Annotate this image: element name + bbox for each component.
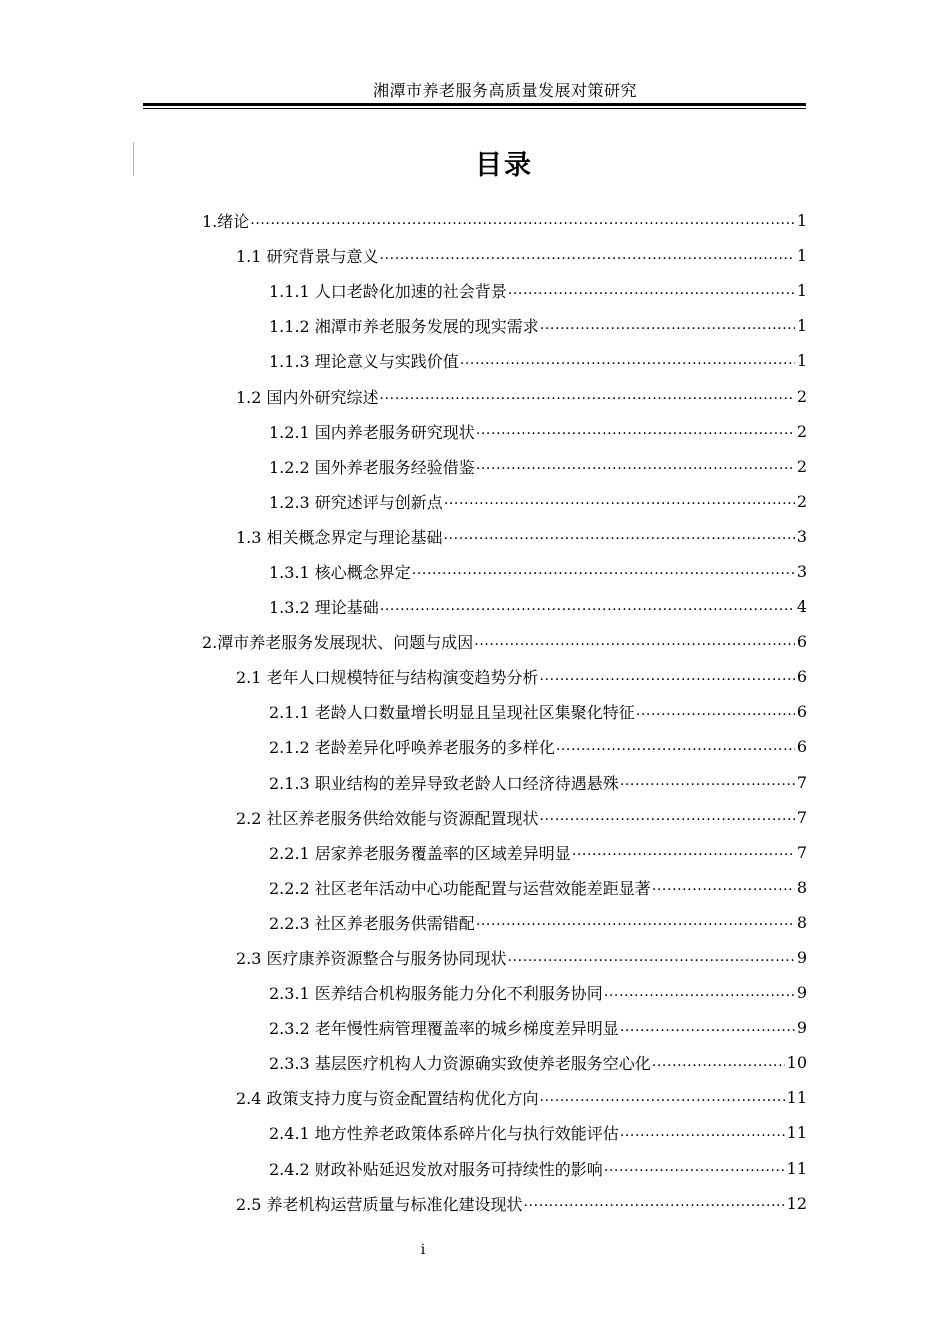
toc-entry[interactable] [269, 870, 807, 905]
toc-leader-dots [620, 1018, 795, 1038]
toc-entry-page: 11 [786, 1123, 807, 1143]
table-of-contents [0, 203, 950, 1221]
toc-entry-page: 6 [796, 702, 807, 722]
toc-leader-dots [380, 246, 795, 266]
toc-entry-page: 8 [796, 912, 807, 932]
toc-entry[interactable] [236, 1186, 807, 1221]
toc-entry-label: 2.2.1 居家养老服务覆盖率的区域差异明显 [269, 843, 571, 863]
toc-entry[interactable] [236, 659, 807, 694]
toc-entry-label: 1.2 国内外研究综述 [236, 387, 379, 407]
toc-entry-label: 1.1 研究背景与意义 [236, 247, 379, 267]
toc-entry-page: 2 [796, 456, 807, 476]
toc-entry[interactable] [202, 203, 807, 238]
toc-entry-label: 2.3.2 老年慢性病管理覆盖率的城乡梯度差异明显 [269, 1019, 619, 1039]
toc-entry-label: 1.1.1 人口老龄化加速的社会背景 [269, 282, 507, 302]
toc-leader-dots [508, 948, 795, 968]
toc-leader-dots [444, 491, 795, 511]
toc-entry-label: 1.3 相关概念界定与理论基础 [236, 527, 443, 547]
toc-entry-label: 1.3.2 理论基础 [269, 598, 379, 618]
toc-entry-label: 2.5 养老机构运营质量与标准化建设现状 [236, 1194, 523, 1214]
toc-entry-label: 1.绪论 [202, 212, 250, 232]
toc-leader-dots [620, 1123, 785, 1143]
toc-entry-label: 2.潭市养老服务发展现状、问题与成因 [202, 633, 474, 653]
toc-leader-dots [460, 351, 795, 371]
toc-entry-page: 2 [796, 386, 807, 406]
toc-entry-label: 1.1.3 理论意义与实践价值 [269, 352, 459, 372]
toc-entry-page: 11 [786, 1088, 807, 1108]
toc-entry-label: 1.2.3 研究述评与创新点 [269, 492, 443, 512]
toc-entry[interactable] [269, 484, 807, 519]
toc-leader-dots [444, 526, 795, 546]
toc-entry-page: 9 [796, 983, 807, 1003]
toc-entry[interactable] [269, 589, 807, 624]
toc-entry-page: 8 [796, 877, 807, 897]
toc-leader-dots [380, 597, 795, 617]
toc-entry[interactable] [236, 800, 807, 835]
toc-leader-dots [508, 281, 795, 301]
toc-entry[interactable] [269, 343, 807, 378]
toc-entry[interactable] [269, 765, 807, 800]
toc-entry-label: 2.1.3 职业结构的差异导致老龄人口经济待遇悬殊 [269, 773, 619, 793]
toc-entry[interactable] [269, 729, 807, 764]
toc-entry-label: 2.4.2 财政补贴延迟发放对服务可持续性的影响 [269, 1159, 603, 1179]
footer-page-number: i [420, 1242, 426, 1258]
toc-leader-dots [604, 1158, 785, 1178]
toc-entry-label: 2.3.1 医养结合机构服务能力分化不利服务协同 [269, 984, 603, 1004]
toc-leader-dots [250, 211, 795, 231]
toc-entry-label: 2.3.3 基层医疗机构人力资源确实致使养老服务空心化 [269, 1054, 651, 1074]
toc-entry-label: 1.2.1 国内养老服务研究现状 [269, 422, 475, 442]
toc-leader-dots [604, 983, 795, 1003]
toc-entry[interactable] [269, 975, 807, 1010]
toc-leader-dots [540, 667, 795, 687]
toc-entry-label: 2.3 医疗康养资源整合与服务协同现状 [236, 949, 507, 969]
toc-leader-dots [556, 737, 795, 757]
toc-entry[interactable] [269, 308, 807, 343]
toc-entry-page: 6 [796, 632, 807, 652]
toc-leader-dots [474, 632, 795, 652]
toc-entry-label: 2.2.2 社区老年活动中心功能配置与运营效能差距显著 [269, 878, 651, 898]
toc-entry-page: 7 [796, 842, 807, 862]
toc-entry-label: 2.1 老年人口规模特征与结构演变趋势分析 [236, 668, 539, 688]
toc-entry[interactable] [236, 1080, 807, 1115]
toc-leader-dots [620, 772, 795, 792]
toc-entry-page: 4 [796, 597, 807, 617]
toc-leader-dots [476, 912, 795, 932]
toc-entry[interactable] [269, 905, 807, 940]
toc-entry-label: 2.2 社区养老服务供给效能与资源配置现状 [236, 808, 539, 828]
toc-leader-dots [540, 1088, 785, 1108]
toc-entry[interactable] [269, 694, 807, 729]
toc-entry[interactable] [269, 449, 807, 484]
toc-entry[interactable] [269, 273, 807, 308]
toc-entry[interactable] [269, 1151, 807, 1186]
header-rule-thin [143, 108, 806, 109]
toc-leader-dots [380, 386, 795, 406]
toc-leader-dots [476, 456, 795, 476]
toc-entry-page: 1 [796, 246, 807, 266]
toc-leader-dots [652, 1053, 785, 1073]
header-title: 湘潭市养老服务高质量发展对策研究 [372, 81, 637, 100]
toc-entry-page: 12 [786, 1193, 807, 1213]
toc-entry-label: 2.4 政策支持力度与资金配置结构优化方向 [236, 1089, 539, 1109]
toc-entry[interactable] [269, 414, 807, 449]
toc-entry[interactable] [269, 1045, 807, 1080]
toc-entry-page: 10 [786, 1053, 807, 1073]
toc-entry-page: 1 [796, 281, 807, 301]
toc-leader-dots [540, 316, 795, 336]
toc-entry-page: 1 [796, 316, 807, 336]
toc-heading: 目录 [475, 150, 533, 181]
toc-leader-dots [524, 1193, 785, 1213]
toc-entry-page: 2 [796, 491, 807, 511]
toc-entry[interactable] [236, 940, 807, 975]
toc-leader-dots [476, 421, 795, 441]
toc-entry-page: 6 [796, 737, 807, 757]
toc-entry-page: 1 [796, 351, 807, 371]
toc-entry[interactable] [236, 519, 807, 554]
toc-leader-dots [412, 561, 795, 581]
toc-entry-page: 1 [796, 211, 807, 231]
toc-entry[interactable] [202, 624, 807, 659]
toc-entry-page: 3 [796, 526, 807, 546]
toc-entry-page: 6 [796, 667, 807, 687]
toc-entry-page: 11 [786, 1158, 807, 1178]
toc-entry-label: 1.2.2 国外养老服务经验借鉴 [269, 457, 475, 477]
toc-entry-label: 1.3.1 核心概念界定 [269, 562, 411, 582]
toc-entry-page: 2 [796, 421, 807, 441]
toc-entry-page: 9 [796, 948, 807, 968]
toc-leader-dots [540, 807, 795, 827]
toc-entry-label: 1.1.2 湘潭市养老服务发展的现实需求 [269, 317, 539, 337]
toc-entry-label: 2.2.3 社区养老服务供需错配 [269, 913, 475, 933]
toc-entry-page: 3 [796, 561, 807, 581]
toc-entry[interactable] [269, 835, 807, 870]
header-rule-thick [143, 103, 806, 106]
toc-entry-page: 9 [796, 1018, 807, 1038]
toc-entry-page: 7 [796, 772, 807, 792]
toc-entry[interactable] [236, 238, 807, 273]
toc-entry[interactable] [236, 378, 807, 413]
toc-entry-page: 7 [796, 807, 807, 827]
toc-leader-dots [652, 877, 795, 897]
toc-entry[interactable] [269, 554, 807, 589]
toc-leader-dots [572, 842, 795, 862]
toc-leader-dots [636, 702, 795, 722]
toc-entry-label: 2.1.2 老龄差异化呼唤养老服务的多样化 [269, 738, 555, 758]
toc-entry-label: 2.4.1 地方性养老政策体系碎片化与执行效能评估 [269, 1124, 619, 1144]
toc-entry-label: 2.1.1 老龄人口数量增长明显且呈现社区集聚化特征 [269, 703, 635, 723]
toc-entry[interactable] [269, 1115, 807, 1150]
toc-entry[interactable] [269, 1010, 807, 1045]
